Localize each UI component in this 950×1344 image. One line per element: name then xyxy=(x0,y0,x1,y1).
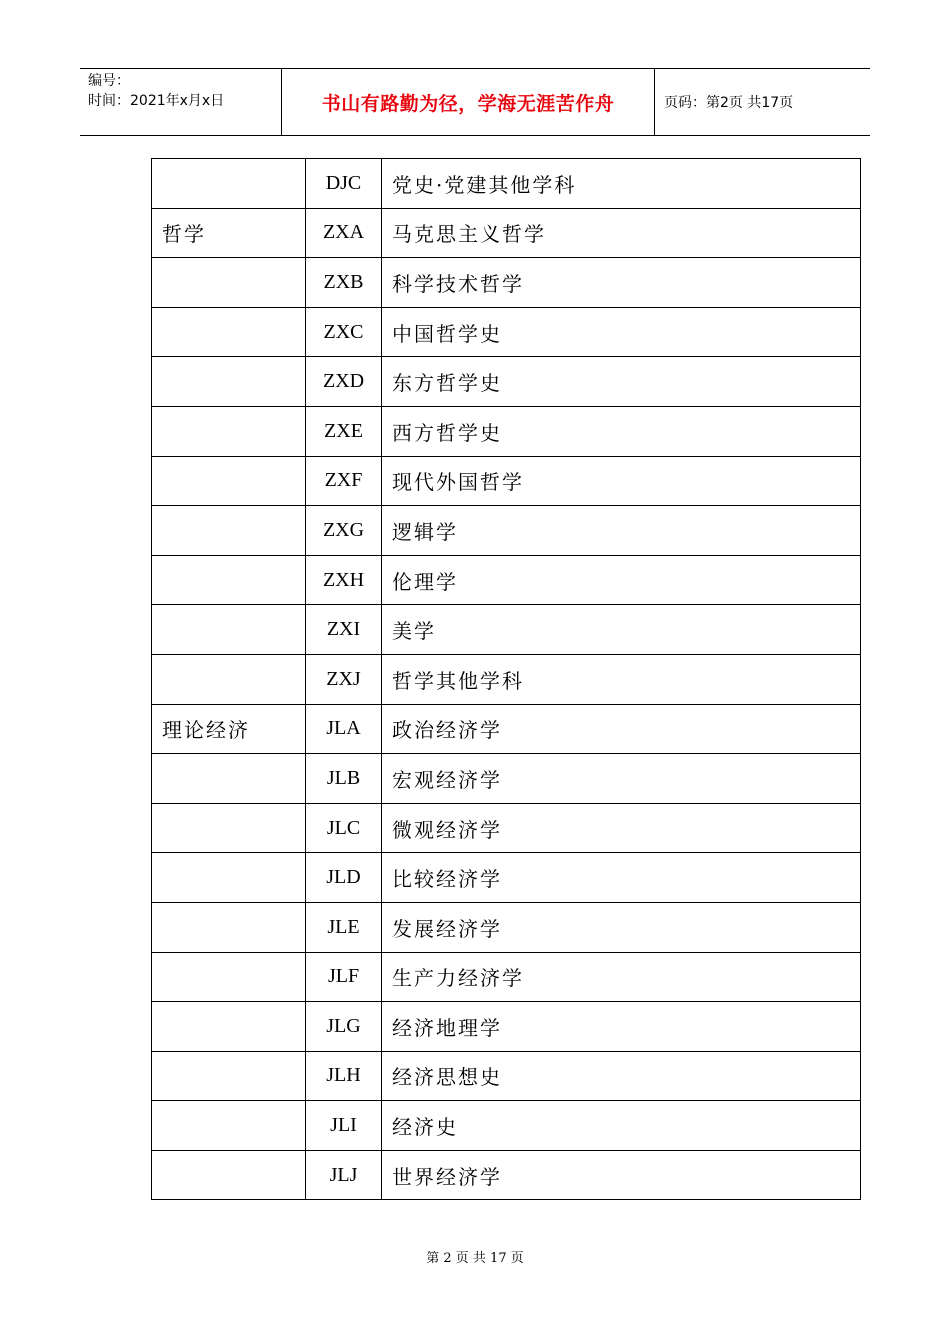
discipline-name-cell: 哲学其他学科 xyxy=(382,654,861,704)
table-row xyxy=(152,307,861,357)
category-cell xyxy=(152,506,306,556)
discipline-name-cell: 马克思主义哲学 xyxy=(382,208,861,258)
code-cell: ZXC xyxy=(306,307,382,357)
discipline-name-cell: 西方哲学史 xyxy=(382,406,861,456)
discipline-name-cell: 世界经济学 xyxy=(382,1150,861,1200)
page-footer: 第 2 页 共 17 页 xyxy=(426,1251,524,1266)
table-row xyxy=(152,258,861,308)
discipline-name-cell: 现代外国哲学 xyxy=(382,456,861,506)
header-page-info: 页码：第2页 共17页 xyxy=(664,95,794,111)
table-row xyxy=(152,654,861,704)
code-cell: JLH xyxy=(306,1051,382,1101)
discipline-code-table xyxy=(151,158,861,1200)
document-number-label: 编号： xyxy=(88,73,130,89)
category-cell: 哲学 xyxy=(152,208,306,258)
category-cell xyxy=(152,754,306,804)
discipline-name-cell: 经济地理学 xyxy=(382,1002,861,1052)
category-cell xyxy=(152,159,306,209)
table-row xyxy=(152,406,861,456)
category-cell xyxy=(152,1051,306,1101)
category-cell xyxy=(152,1101,306,1151)
category-cell xyxy=(152,605,306,655)
table-row xyxy=(152,902,861,952)
table-row xyxy=(152,1150,861,1200)
discipline-name-cell: 微观经济学 xyxy=(382,803,861,853)
code-cell: JLB xyxy=(306,754,382,804)
discipline-name-cell: 经济史 xyxy=(382,1101,861,1151)
header-motto: 书山有路勤为径，学海无涯苦作舟 xyxy=(282,69,655,135)
table-row xyxy=(152,605,861,655)
code-cell: JLE xyxy=(306,902,382,952)
code-cell: ZXH xyxy=(306,555,382,605)
table-row xyxy=(152,803,861,853)
code-cell: ZXI xyxy=(306,605,382,655)
code-cell: JLA xyxy=(306,704,382,754)
code-cell: ZXJ xyxy=(306,654,382,704)
category-cell xyxy=(152,654,306,704)
table-row xyxy=(152,1051,861,1101)
table-row xyxy=(152,208,861,258)
category-cell xyxy=(152,902,306,952)
category-cell xyxy=(152,853,306,903)
table-row xyxy=(152,952,861,1002)
category-cell xyxy=(152,1002,306,1052)
table-row xyxy=(152,456,861,506)
code-cell: ZXB xyxy=(306,258,382,308)
code-cell: JLF xyxy=(306,952,382,1002)
category-cell xyxy=(152,406,306,456)
code-cell: ZXA xyxy=(306,208,382,258)
discipline-name-cell: 党史·党建其他学科 xyxy=(382,159,861,209)
category-cell xyxy=(152,357,306,407)
code-cell: ZXG xyxy=(306,506,382,556)
table-body xyxy=(152,159,861,1200)
code-cell: ZXF xyxy=(306,456,382,506)
code-cell: JLD xyxy=(306,853,382,903)
page-header xyxy=(80,68,870,136)
discipline-name-cell: 宏观经济学 xyxy=(382,754,861,804)
code-cell: JLC xyxy=(306,803,382,853)
header-meta xyxy=(80,69,282,135)
table-row xyxy=(152,357,861,407)
category-cell xyxy=(152,803,306,853)
code-cell: JLG xyxy=(306,1002,382,1052)
category-cell xyxy=(152,555,306,605)
document-time-label: 时间：2021年x月x日 xyxy=(88,93,225,109)
code-cell: JLJ xyxy=(306,1150,382,1200)
discipline-name-cell: 中国哲学史 xyxy=(382,307,861,357)
discipline-name-cell: 经济思想史 xyxy=(382,1051,861,1101)
discipline-name-cell: 逻辑学 xyxy=(382,506,861,556)
discipline-name-cell: 伦理学 xyxy=(382,555,861,605)
category-cell: 理论经济 xyxy=(152,704,306,754)
discipline-name-cell: 政治经济学 xyxy=(382,704,861,754)
table-row xyxy=(152,1002,861,1052)
table-row xyxy=(152,159,861,209)
table-row xyxy=(152,704,861,754)
code-cell: JLI xyxy=(306,1101,382,1151)
table-row xyxy=(152,555,861,605)
category-cell xyxy=(152,456,306,506)
discipline-name-cell: 发展经济学 xyxy=(382,902,861,952)
table-row xyxy=(152,1101,861,1151)
discipline-name-cell: 比较经济学 xyxy=(382,853,861,903)
code-cell: DJC xyxy=(306,159,382,209)
code-cell: ZXE xyxy=(306,406,382,456)
table-row xyxy=(152,853,861,903)
category-cell xyxy=(152,307,306,357)
category-cell xyxy=(152,1150,306,1200)
discipline-name-cell: 生产力经济学 xyxy=(382,952,861,1002)
category-cell xyxy=(152,952,306,1002)
discipline-name-cell: 东方哲学史 xyxy=(382,357,861,407)
table-row xyxy=(152,506,861,556)
category-cell xyxy=(152,258,306,308)
code-cell: ZXD xyxy=(306,357,382,407)
table-row xyxy=(152,754,861,804)
discipline-name-cell: 科学技术哲学 xyxy=(382,258,861,308)
discipline-name-cell: 美学 xyxy=(382,605,861,655)
